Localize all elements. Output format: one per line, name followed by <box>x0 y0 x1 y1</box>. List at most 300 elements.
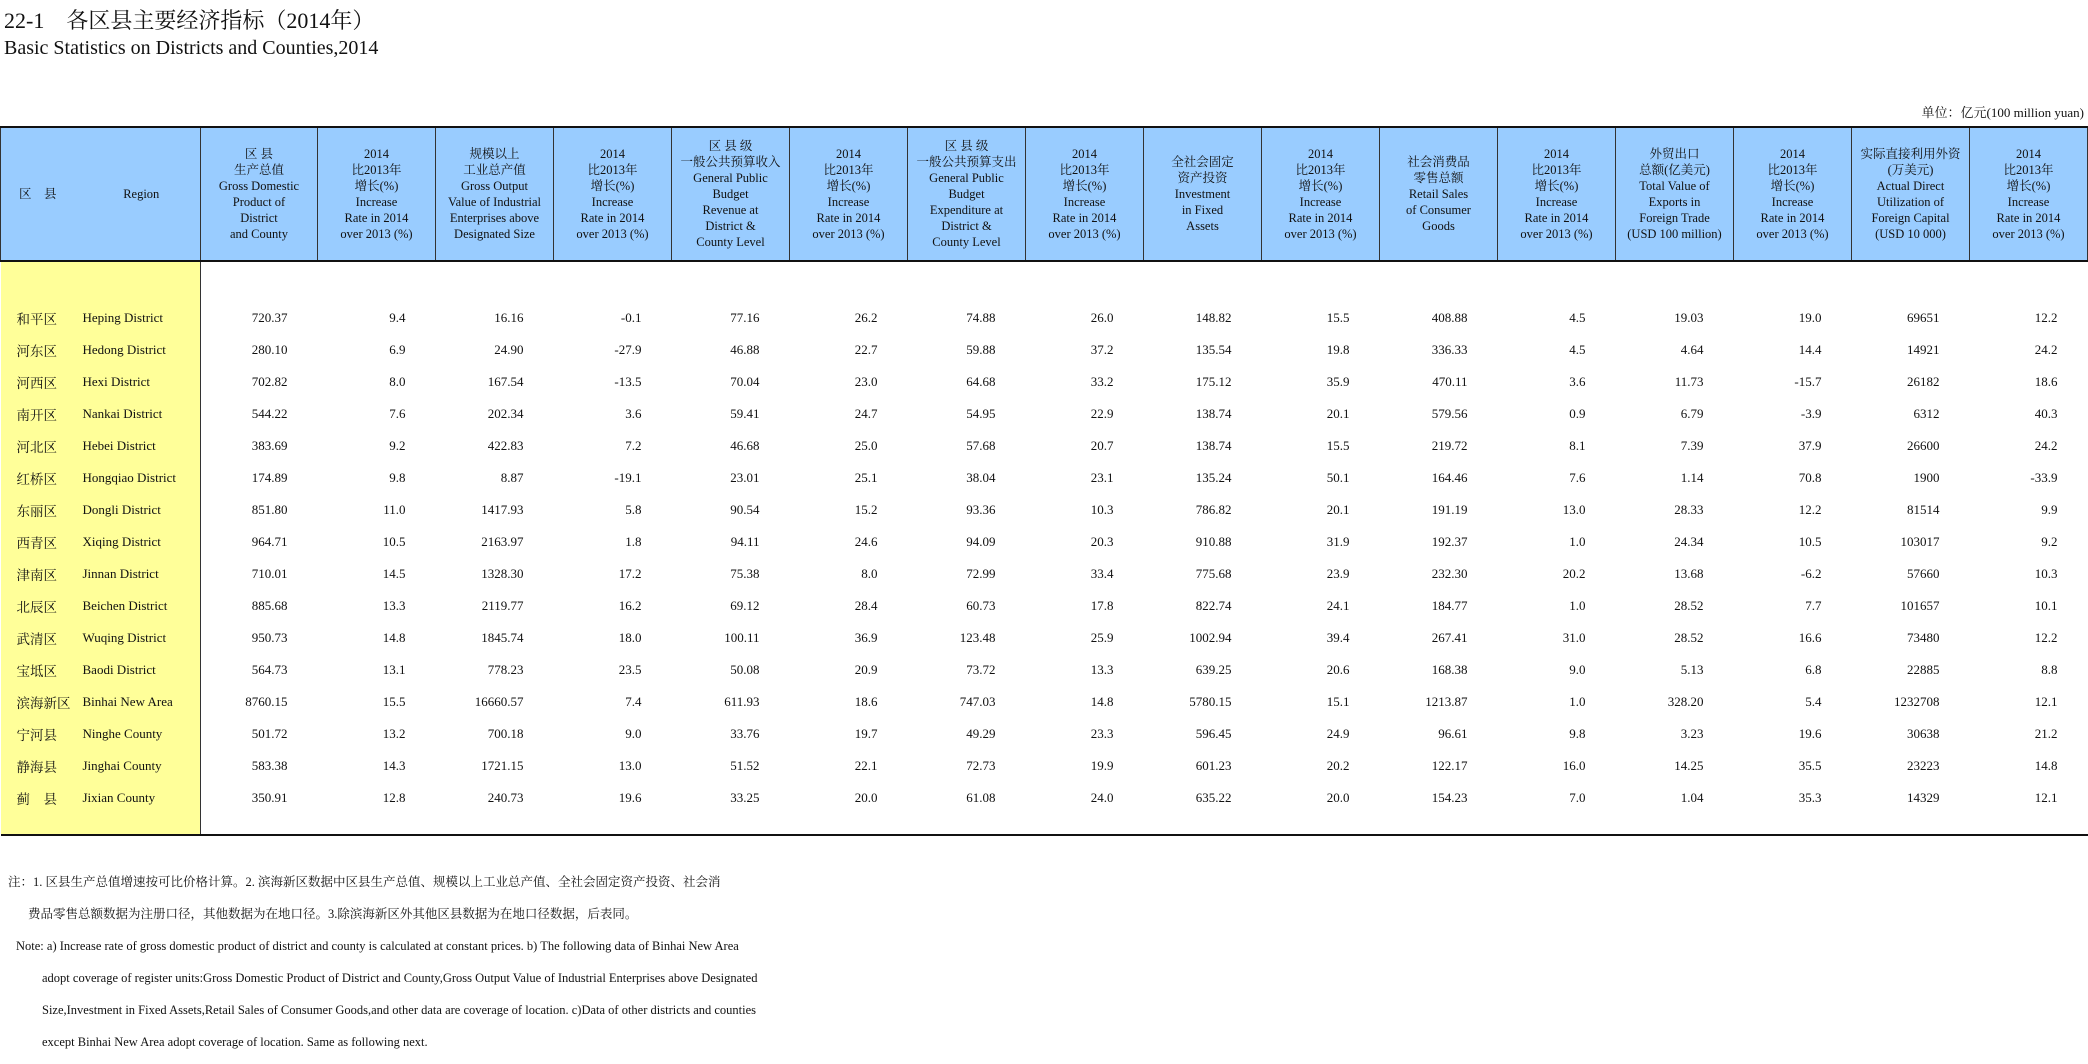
column-header: 区 县 级 一般公共预算支出 General Public Budget Expenditure at District & County Level <box>908 127 1026 261</box>
table-cell: 28.33 <box>1674 502 1704 517</box>
table-cell: 7.2 <box>625 438 642 453</box>
table-cell: 191.19 <box>1431 502 1468 517</box>
table-cell: 138.74 <box>1195 438 1232 453</box>
table-cell: 37.9 <box>1798 438 1822 453</box>
table-row <box>1 654 2088 686</box>
table-cell: 54.95 <box>966 406 996 421</box>
table-cell: 9.2 <box>389 438 406 453</box>
table-cell: 20.0 <box>1326 790 1350 805</box>
table-cell: 20.9 <box>854 662 878 677</box>
table-cell: 12.1 <box>2034 790 2058 805</box>
table-cell: 35.9 <box>1326 374 1350 389</box>
table-cell: 13.68 <box>1674 566 1704 581</box>
table-cell: 17.8 <box>1090 598 1114 613</box>
table-cell: 184.77 <box>1431 598 1468 613</box>
table-cell: 1.04 <box>1680 790 1704 805</box>
table-cell: 14.25 <box>1674 758 1704 773</box>
table-cell: 33.76 <box>730 726 760 741</box>
column-header: 社会消费品 零售总额 Retail Sales of Consumer Goods <box>1380 127 1498 261</box>
table-cell: 7.6 <box>389 406 406 421</box>
table-cell: 950.73 <box>251 630 288 645</box>
footnotes <box>8 872 757 1064</box>
table-cell: 1.0 <box>1569 598 1586 613</box>
table-row <box>1 526 2088 558</box>
table-cell: 601.23 <box>1195 758 1232 773</box>
table-cell: 19.03 <box>1674 310 1704 325</box>
table-cell: 18.0 <box>618 630 642 645</box>
table-cell: 14.4 <box>1798 342 1822 357</box>
table-cell: 1.8 <box>625 534 642 549</box>
table-cell: -13.5 <box>614 374 642 389</box>
table-cell: 24.1 <box>1326 598 1350 613</box>
table-cell: 350.91 <box>251 790 288 805</box>
column-header: Region <box>83 127 201 261</box>
table-cell: 22.9 <box>1090 406 1114 421</box>
table-cell: 5.4 <box>1805 694 1822 709</box>
table-cell: 123.48 <box>959 630 996 645</box>
table-cell: 22885 <box>1907 662 1940 677</box>
table-cell: 24.34 <box>1674 534 1704 549</box>
table-cell: 19.6 <box>618 790 642 805</box>
table-cell: 15.5 <box>1326 310 1350 325</box>
statistics-table <box>0 126 2088 836</box>
table-cell: 7.6 <box>1569 470 1586 485</box>
table-cell: 13.2 <box>382 726 406 741</box>
table-cell: 1.0 <box>1569 694 1586 709</box>
table-cell: 10.5 <box>382 534 406 549</box>
table-cell: 9.2 <box>2041 534 2058 549</box>
table-cell: 22.1 <box>854 758 878 773</box>
table-cell: -33.9 <box>2030 470 2058 485</box>
table-cell: 35.3 <box>1798 790 1822 805</box>
table-body <box>1 261 2088 835</box>
table-row <box>1 718 2088 750</box>
table-cell: 13.0 <box>1562 502 1586 517</box>
table-cell: 7.0 <box>1569 790 1586 805</box>
table-cell: 8.8 <box>2041 662 2058 677</box>
table-cell: 267.41 <box>1431 630 1468 645</box>
table-row <box>1 494 2088 526</box>
table-row <box>1 302 2088 334</box>
table-cell: 16660.57 <box>474 694 524 709</box>
table-cell: 1213.87 <box>1425 694 1468 709</box>
note-line: Note: a) Increase rate of gross domestic product of district and county is calculated at constant prices. b) The following data of Binhai New Area <box>16 939 739 953</box>
table-cell: 219.72 <box>1431 438 1468 453</box>
table-cell: -6.2 <box>1800 566 1822 581</box>
region-name-en: Hebei District <box>83 430 201 462</box>
region-name-en: Baodi District <box>83 654 201 686</box>
table-cell: 501.72 <box>251 726 288 741</box>
table-cell: 12.8 <box>382 790 406 805</box>
table-cell: 21.2 <box>2034 726 2058 741</box>
table-cell: 101657 <box>1900 598 1940 613</box>
table-cell: 775.68 <box>1195 566 1232 581</box>
table-cell: 90.54 <box>730 502 760 517</box>
table-row <box>1 398 2088 430</box>
table-cell: 470.11 <box>1432 374 1468 389</box>
region-name-en: Jinghai County <box>83 750 201 782</box>
table-cell: 9.8 <box>1569 726 1586 741</box>
title-chinese: 22-1 各区县主要经济指标（2014年） <box>4 8 375 33</box>
table-cell: 3.6 <box>625 406 642 421</box>
table-cell: -19.1 <box>614 470 642 485</box>
spacer-row <box>1 261 2088 302</box>
table-cell: 19.0 <box>1798 310 1822 325</box>
table-cell: 24.2 <box>2034 342 2058 357</box>
table-cell: 61.08 <box>966 790 996 805</box>
table-cell: 232.30 <box>1431 566 1468 581</box>
table-cell: 14921 <box>1907 342 1940 357</box>
table-cell: 167.54 <box>487 374 524 389</box>
table-cell: 700.18 <box>487 726 524 741</box>
table-cell: 851.80 <box>251 502 288 517</box>
table-cell: 23.5 <box>618 662 642 677</box>
table-cell: 20.2 <box>1562 566 1586 581</box>
table-cell: 69651 <box>1907 310 1940 325</box>
table-cell: 7.7 <box>1805 598 1822 613</box>
table-cell: 9.8 <box>389 470 406 485</box>
table-cell: 5.8 <box>625 502 642 517</box>
table-cell: 33.25 <box>730 790 760 805</box>
region-name-en: Xiqing District <box>83 526 201 558</box>
table-cell: 49.29 <box>966 726 996 741</box>
region-name-en: Binhai New Area <box>83 686 201 718</box>
table-cell: 64.68 <box>966 374 996 389</box>
table-cell: 20.3 <box>1090 534 1114 549</box>
table-cell: 100.11 <box>724 630 760 645</box>
table-cell: 16.6 <box>1798 630 1822 645</box>
table-cell: 720.37 <box>251 310 288 325</box>
region-name-cn: 宁河县 <box>1 718 83 750</box>
table-cell: 31.0 <box>1562 630 1586 645</box>
region-name-cn: 河东区 <box>1 334 83 366</box>
table-cell: -27.9 <box>614 342 642 357</box>
region-name-cn: 武清区 <box>1 622 83 654</box>
region-name-cn: 西青区 <box>1 526 83 558</box>
table-cell: 57.68 <box>966 438 996 453</box>
table-cell: 8.0 <box>389 374 406 389</box>
table-row <box>1 430 2088 462</box>
table-cell: 26600 <box>1907 438 1940 453</box>
region-name-cn: 北辰区 <box>1 590 83 622</box>
note-line: 费品零售总额数据为注册口径，其他数据为在地口径。3.除滨海新区外其他区县数据为在地口径数据，后表同。 <box>28 907 638 921</box>
table-cell: 19.8 <box>1326 342 1350 357</box>
table-cell: 93.36 <box>966 502 996 517</box>
table-cell: 24.0 <box>1090 790 1114 805</box>
table-cell: 4.5 <box>1569 310 1586 325</box>
table-cell: 192.37 <box>1431 534 1468 549</box>
table-cell: 383.69 <box>251 438 288 453</box>
table-cell: 40.3 <box>2034 406 2058 421</box>
table-cell: 33.2 <box>1090 374 1114 389</box>
column-header: 区 县 生产总值 Gross Domestic Product of District and County <box>201 127 318 261</box>
note-line: adopt coverage of register units:Gross Domestic Product of District and County,Gross Output Value of Industrial Enterprises above Designated <box>42 971 758 985</box>
table-cell: 747.03 <box>959 694 996 709</box>
table-cell: 20.2 <box>1326 758 1350 773</box>
table-cell: 164.46 <box>1431 470 1468 485</box>
table-cell: 1845.74 <box>481 630 524 645</box>
table-cell: 13.1 <box>382 662 406 677</box>
region-name-en: Heping District <box>83 302 201 334</box>
table-cell: 175.12 <box>1195 374 1232 389</box>
table-cell: 15.5 <box>1326 438 1350 453</box>
table-cell: 37.2 <box>1090 342 1114 357</box>
table-cell: 25.9 <box>1090 630 1114 645</box>
table-cell: 72.73 <box>966 758 996 773</box>
table-cell: 1.0 <box>1569 534 1586 549</box>
table-cell: 33.4 <box>1090 566 1114 581</box>
table-cell: 14.5 <box>382 566 406 581</box>
table-cell: 10.3 <box>1090 502 1114 517</box>
table-cell: 5.13 <box>1680 662 1704 677</box>
table-cell: 8760.15 <box>245 694 288 709</box>
table-cell: 46.88 <box>730 342 760 357</box>
table-row <box>1 558 2088 590</box>
table-cell: 59.41 <box>730 406 760 421</box>
table-cell: 14.8 <box>1090 694 1114 709</box>
table-cell: 702.82 <box>251 374 288 389</box>
table-cell: 24.7 <box>854 406 878 421</box>
table-cell: 59.88 <box>966 342 996 357</box>
column-header: 全社会固定 资产投资 Investment in Fixed Assets <box>1144 127 1262 261</box>
table-cell: 25.1 <box>854 470 878 485</box>
table-cell: 31.9 <box>1326 534 1350 549</box>
region-name-en: Wuqing District <box>83 622 201 654</box>
table-cell: 6312 <box>1913 406 1940 421</box>
table-cell: 73480 <box>1907 630 1940 645</box>
table-cell: 9.4 <box>389 310 406 325</box>
table-cell: 154.23 <box>1431 790 1468 805</box>
column-header: 2014 比2013年 增长(%) Increase Rate in 2014 over 2013 (%) <box>1734 127 1852 261</box>
table-cell: -3.9 <box>1800 406 1822 421</box>
region-name-cn: 河北区 <box>1 430 83 462</box>
table-cell: 24.90 <box>494 342 524 357</box>
table-cell: 12.1 <box>2034 694 2058 709</box>
table-cell: 135.24 <box>1195 470 1232 485</box>
table-cell: 9.0 <box>1569 662 1586 677</box>
table-cell: 23.3 <box>1090 726 1114 741</box>
region-name-cn: 红桥区 <box>1 462 83 494</box>
region-name-cn: 津南区 <box>1 558 83 590</box>
table-cell: 19.6 <box>1798 726 1822 741</box>
region-name-cn: 和平区 <box>1 302 83 334</box>
table-cell: 7.39 <box>1680 438 1704 453</box>
table-header <box>1 127 2088 261</box>
region-name-cn: 东丽区 <box>1 494 83 526</box>
table-cell: 69.12 <box>730 598 760 613</box>
column-header: 区 县 <box>1 127 83 261</box>
table-cell: 36.9 <box>854 630 878 645</box>
table-cell: 20.7 <box>1090 438 1114 453</box>
region-name-en: Beichen District <box>83 590 201 622</box>
table-cell: 885.68 <box>251 598 288 613</box>
table-cell: 74.88 <box>966 310 996 325</box>
table-cell: 51.52 <box>730 758 760 773</box>
region-name-en: Jixian County <box>83 782 201 814</box>
table-cell: 23.01 <box>730 470 760 485</box>
table-cell: 11.0 <box>383 502 406 517</box>
table-cell: 14329 <box>1907 790 1940 805</box>
table-cell: 3.6 <box>1569 374 1586 389</box>
table-cell: 13.3 <box>1090 662 1114 677</box>
table-cell: 122.17 <box>1431 758 1468 773</box>
table-cell: 8.1 <box>1569 438 1586 453</box>
column-header: 2014 比2013年 增长(%) Increase Rate in 2014 over 2013 (%) <box>554 127 672 261</box>
table-cell: 38.04 <box>966 470 996 485</box>
table-cell: 10.5 <box>1798 534 1822 549</box>
table-cell: 23.9 <box>1326 566 1350 581</box>
column-header: 实际直接利用外资 (万美元) Actual Direct Utilization of Foreign Capital (USD 10 000) <box>1852 127 1970 261</box>
table-cell: 15.5 <box>382 694 406 709</box>
table-cell: 35.5 <box>1798 758 1822 773</box>
table-cell: 94.09 <box>966 534 996 549</box>
table-cell: 81514 <box>1907 502 1940 517</box>
note-line: except Binhai New Area adopt coverage of location. Same as following next. <box>42 1035 428 1049</box>
table-cell: 75.38 <box>730 566 760 581</box>
table-cell: 28.4 <box>854 598 878 613</box>
table-cell: 564.73 <box>251 662 288 677</box>
table-cell: 786.82 <box>1195 502 1232 517</box>
table-cell: 23.1 <box>1090 470 1114 485</box>
column-header: 2014 比2013年 增长(%) Increase Rate in 2014 over 2013 (%) <box>1970 127 2088 261</box>
region-name-cn: 蓟 县 <box>1 782 83 814</box>
table-row <box>1 590 2088 622</box>
table-cell: 73.72 <box>966 662 996 677</box>
table-cell: 16.2 <box>618 598 642 613</box>
table-cell: 26.0 <box>1090 310 1114 325</box>
table-cell: 15.1 <box>1326 694 1350 709</box>
table-cell: 19.9 <box>1090 758 1114 773</box>
table-cell: 18.6 <box>854 694 878 709</box>
table-cell: 240.73 <box>487 790 524 805</box>
table-cell: 20.1 <box>1326 406 1350 421</box>
table-cell: 12.2 <box>2034 310 2058 325</box>
table-cell: -15.7 <box>1794 374 1822 389</box>
table-cell: 8.0 <box>861 566 878 581</box>
region-name-en: Hedong District <box>83 334 201 366</box>
table-cell: 5780.15 <box>1189 694 1232 709</box>
table-cell: 103017 <box>1900 534 1940 549</box>
column-header: 2014 比2013年 增长(%) Increase Rate in 2014 over 2013 (%) <box>790 127 908 261</box>
table-cell: 15.2 <box>854 502 878 517</box>
table-cell: 596.45 <box>1195 726 1232 741</box>
column-header: 2014 比2013年 增长(%) Increase Rate in 2014 over 2013 (%) <box>1262 127 1380 261</box>
table-cell: 14.3 <box>382 758 406 773</box>
region-name-en: Nankai District <box>83 398 201 430</box>
table-cell: 635.22 <box>1195 790 1232 805</box>
table-cell: 910.88 <box>1195 534 1232 549</box>
table-cell: 8.87 <box>500 470 524 485</box>
table-cell: 14.8 <box>2034 758 2058 773</box>
table-cell: 20.1 <box>1326 502 1350 517</box>
table-cell: 18.6 <box>2034 374 2058 389</box>
table-cell: 6.79 <box>1680 406 1704 421</box>
table-cell: 20.6 <box>1326 662 1350 677</box>
table-cell: 1721.15 <box>481 758 524 773</box>
note-line: Size,Investment in Fixed Assets,Retail Sales of Consumer Goods,and other data are coverage of location. c)Data of other districts and counties <box>42 1003 757 1017</box>
spacer-row <box>1 814 2088 835</box>
table-cell: 13.0 <box>618 758 642 773</box>
column-header: 外贸出口 总额(亿美元) Total Value of Exports in Foreign Trade (USD 100 million) <box>1616 127 1734 261</box>
table-cell: 3.23 <box>1680 726 1704 741</box>
table-cell: 23223 <box>1907 758 1940 773</box>
column-header: 2014 比2013年 增长(%) Increase Rate in 2014 over 2013 (%) <box>1498 127 1616 261</box>
table-cell: 964.71 <box>251 534 288 549</box>
table-cell: 1328.30 <box>481 566 524 581</box>
table-cell: 50.08 <box>730 662 760 677</box>
table-cell: 24.9 <box>1326 726 1350 741</box>
table-cell: 544.22 <box>251 406 288 421</box>
table-cell: 77.16 <box>730 310 760 325</box>
table-cell: 20.0 <box>854 790 878 805</box>
header-row <box>1 127 2088 261</box>
table-cell: 422.83 <box>487 438 524 453</box>
table-cell: 70.04 <box>730 374 760 389</box>
table-row <box>1 366 2088 398</box>
table-cell: 25.0 <box>854 438 878 453</box>
table-cell: 168.38 <box>1431 662 1468 677</box>
table-cell: 611.93 <box>724 694 760 709</box>
table-cell: 1417.93 <box>481 502 524 517</box>
table-cell: 822.74 <box>1195 598 1232 613</box>
table-cell: 46.68 <box>730 438 760 453</box>
unit-label: 单位：亿元(100 million yuan) <box>1921 105 2084 120</box>
table-cell: 1232708 <box>1894 694 1940 709</box>
table-cell: 9.0 <box>625 726 642 741</box>
table-cell: 70.8 <box>1798 470 1822 485</box>
table-cell: 17.2 <box>618 566 642 581</box>
statistics-table-wrapper <box>0 126 2088 836</box>
table-cell: 4.5 <box>1569 342 1586 357</box>
table-cell: 28.52 <box>1674 598 1704 613</box>
table-cell: 0.9 <box>1569 406 1586 421</box>
table-cell: 10.3 <box>2034 566 2058 581</box>
table-row <box>1 462 2088 494</box>
table-cell: 13.3 <box>382 598 406 613</box>
table-cell: 28.52 <box>1674 630 1704 645</box>
region-name-cn: 滨海新区 <box>1 686 83 718</box>
table-cell: 2163.97 <box>481 534 524 549</box>
table-cell: 12.2 <box>1798 502 1822 517</box>
table-cell: 2119.77 <box>481 598 524 613</box>
region-name-cn: 静海县 <box>1 750 83 782</box>
column-header: 规模以上 工业总产值 Gross Output Value of Industrial Enterprises above Designated Size <box>436 127 554 261</box>
table-cell: 11.73 <box>1674 374 1704 389</box>
table-cell: 26.2 <box>854 310 878 325</box>
table-cell: 23.0 <box>854 374 878 389</box>
table-cell: 16.16 <box>494 310 524 325</box>
region-name-cn: 河西区 <box>1 366 83 398</box>
table-cell: 72.99 <box>966 566 996 581</box>
title-english: Basic Statistics on Districts and Counties,2014 <box>4 37 379 59</box>
region-name-cn: 南开区 <box>1 398 83 430</box>
table-cell: 328.20 <box>1667 694 1704 709</box>
table-cell: 336.33 <box>1431 342 1468 357</box>
table-cell: 24.6 <box>854 534 878 549</box>
table-cell: 579.56 <box>1431 406 1468 421</box>
table-cell: 778.23 <box>487 662 524 677</box>
table-row <box>1 334 2088 366</box>
table-cell: 6.8 <box>1805 662 1822 677</box>
table-cell: 148.82 <box>1195 310 1232 325</box>
table-cell: 30638 <box>1907 726 1940 741</box>
table-cell: 135.54 <box>1195 342 1232 357</box>
table-row <box>1 686 2088 718</box>
table-cell: 280.10 <box>251 342 288 357</box>
table-cell: 138.74 <box>1195 406 1232 421</box>
table-cell: 583.38 <box>251 758 288 773</box>
table-cell: 1900 <box>1913 470 1940 485</box>
